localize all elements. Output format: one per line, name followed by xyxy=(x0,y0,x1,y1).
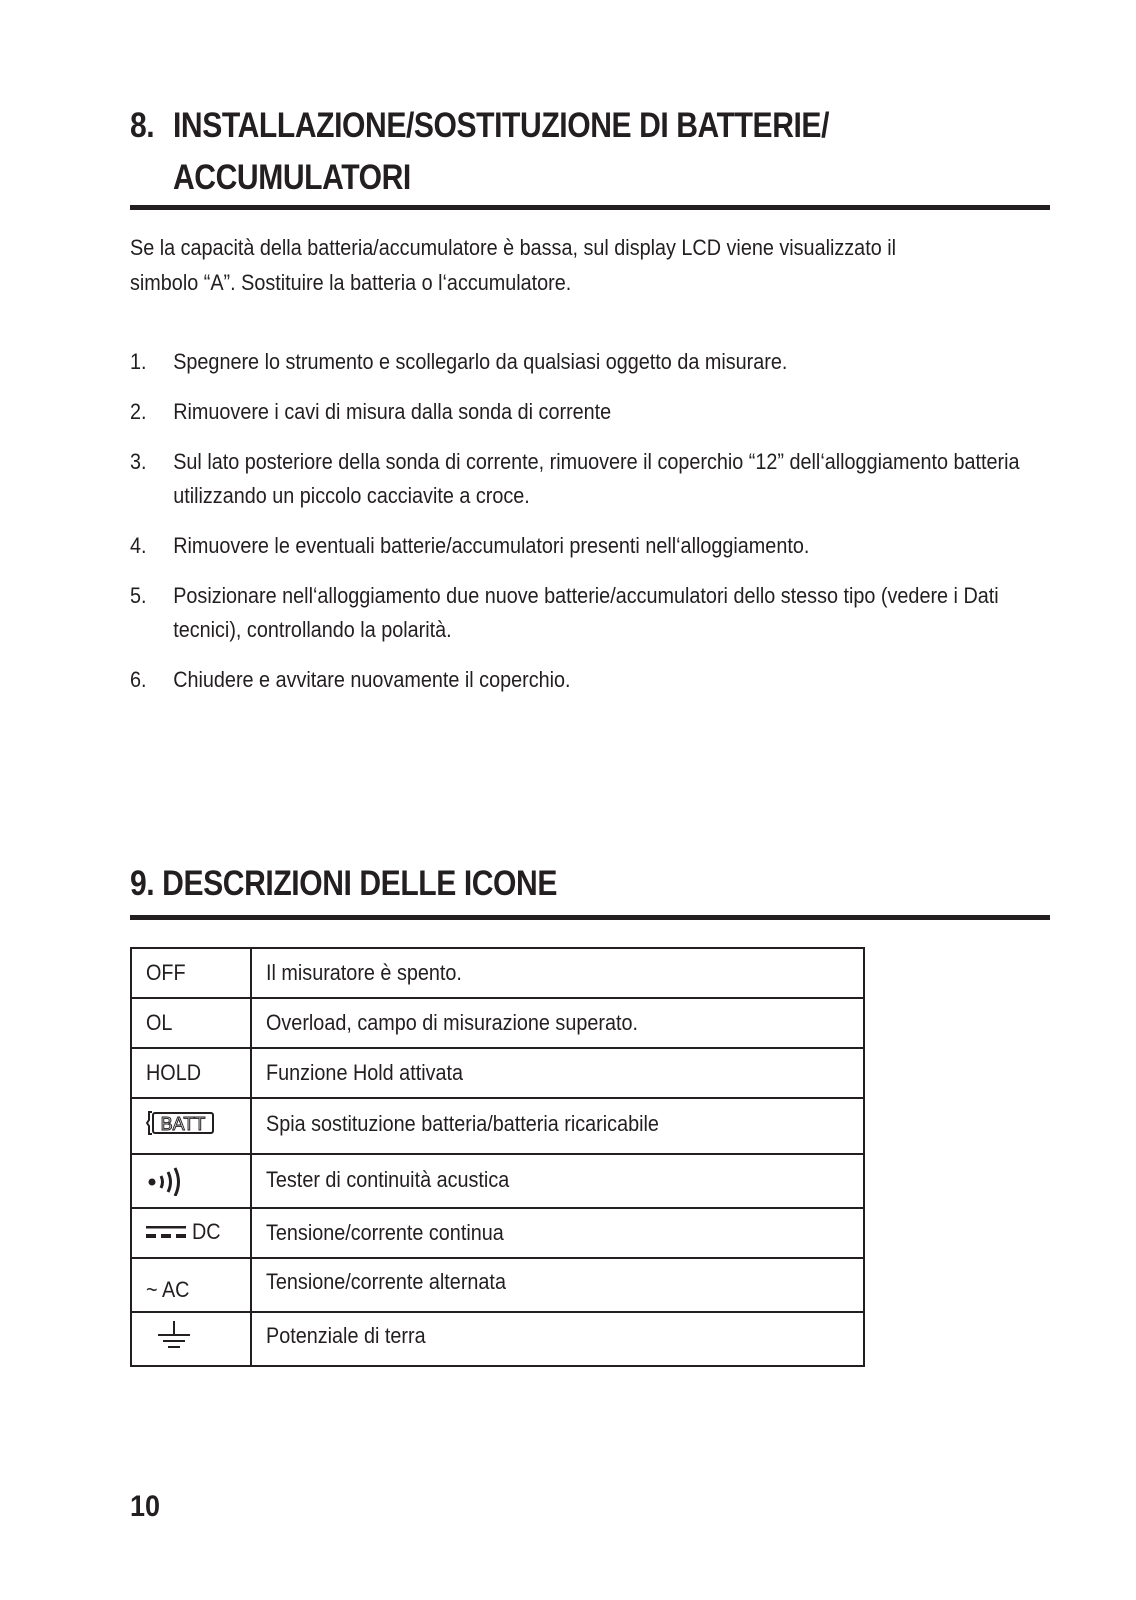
section-9-divider xyxy=(130,915,1050,920)
table-row xyxy=(131,1208,864,1258)
list-item xyxy=(130,529,1030,563)
list-item xyxy=(130,395,1030,429)
description-cell xyxy=(251,948,864,998)
description-cell xyxy=(251,1048,864,1098)
description-text: Funzione Hold attivata xyxy=(266,1060,464,1085)
steps-list xyxy=(130,345,1130,713)
list-item xyxy=(130,663,1030,697)
step-number: 1. xyxy=(130,349,147,374)
symbol-off: OFF xyxy=(146,960,186,985)
symbol-ol: OL xyxy=(146,1010,173,1035)
description-text: Tensione/corrente alternata xyxy=(266,1269,507,1294)
ground-icon xyxy=(146,1319,192,1353)
description-cell xyxy=(251,1098,864,1154)
step-text: Rimuovere i cavi di misura dalla sonda di corrente xyxy=(173,399,612,424)
step-text: Chiudere e avvitare nuovamente il coperchio. xyxy=(173,667,571,692)
section-8-heading xyxy=(130,100,943,204)
step-number: 4. xyxy=(130,533,147,558)
description-cell xyxy=(251,1258,864,1312)
description-text: Tester di continuità acustica xyxy=(266,1167,510,1192)
table-row xyxy=(131,948,864,998)
table-row xyxy=(131,1312,864,1366)
list-item xyxy=(130,345,1030,379)
continuity-sound-icon xyxy=(146,1166,236,1196)
description-text: Potenziale di terra xyxy=(266,1323,426,1348)
battery-icon xyxy=(146,1108,216,1138)
step-number: 6. xyxy=(130,667,147,692)
description-cell xyxy=(251,1208,864,1258)
table-row xyxy=(131,1098,864,1154)
step-number: 2. xyxy=(130,399,147,424)
symbol-ac: ~ AC xyxy=(146,1277,190,1302)
dc-symbol-icon xyxy=(146,1222,186,1242)
step-text: Posizionare nell‘alloggiamento due nuove batterie/accumulatori dello stesso tipo (vedere i Dati tecnici), controllando la polarità. xyxy=(173,583,999,642)
intro-line-2: simbolo “A”. Sostituire la batteria o l‘accumulatore. xyxy=(130,270,572,295)
list-item xyxy=(130,445,1030,513)
section-8-intro xyxy=(130,230,1030,300)
symbol-cell xyxy=(131,1258,251,1312)
description-cell xyxy=(251,1312,864,1366)
battery-icon-label: BATT xyxy=(160,1114,206,1134)
symbol-cell xyxy=(131,948,251,998)
description-text: Spia sostituzione batteria/batteria ricaricabile xyxy=(266,1111,660,1136)
intro-line-1: Se la capacità della batteria/accumulatore è bassa, sul display LCD viene visualizzato il xyxy=(130,235,897,260)
step-text: Rimuovere le eventuali batterie/accumulatori presenti nell‘alloggiamento. xyxy=(173,533,810,558)
symbol-cell xyxy=(131,998,251,1048)
table-row xyxy=(131,1258,864,1312)
list-item xyxy=(130,579,1030,647)
section-9-title: 9. DESCRIZIONI DELLE ICONE xyxy=(130,864,557,903)
description-text: Overload, campo di misurazione superato. xyxy=(266,1010,639,1035)
description-cell xyxy=(251,998,864,1048)
section-8-title-line2: ACCUMULATORI xyxy=(173,158,411,197)
section-9-heading xyxy=(130,858,627,910)
table-row xyxy=(131,998,864,1048)
table-row xyxy=(131,1048,864,1098)
step-number: 3. xyxy=(130,449,147,474)
symbol-cell xyxy=(131,1048,251,1098)
page-number: 10 xyxy=(130,1490,161,1523)
section-8-title-line1: INSTALLAZIONE/SOSTITUZIONE DI BATTERIE/ xyxy=(173,106,830,145)
section-8-divider xyxy=(130,205,1050,210)
symbol-cell xyxy=(131,1098,251,1154)
symbol-cell xyxy=(131,1208,251,1258)
symbol-hold: HOLD xyxy=(146,1060,202,1085)
symbol-cell xyxy=(131,1312,251,1366)
table-row xyxy=(131,1154,864,1208)
symbol-cell xyxy=(131,1154,251,1208)
section-8-number: 8. xyxy=(130,106,155,145)
step-number: 5. xyxy=(130,583,147,608)
description-text: Il misuratore è spento. xyxy=(266,960,463,985)
step-text: Spegnere lo strumento e scollegarlo da qualsiasi oggetto da misurare. xyxy=(173,349,788,374)
symbol-dc: DC xyxy=(192,1218,221,1244)
description-text: Tensione/corrente continua xyxy=(266,1220,505,1245)
step-text: Sul lato posteriore della sonda di corrente, rimuovere il coperchio “12” dell‘alloggiamento batteria utilizzando un piccolo cacciavite a croce. xyxy=(173,449,1020,508)
description-cell xyxy=(251,1154,864,1208)
icon-table xyxy=(130,947,865,1367)
